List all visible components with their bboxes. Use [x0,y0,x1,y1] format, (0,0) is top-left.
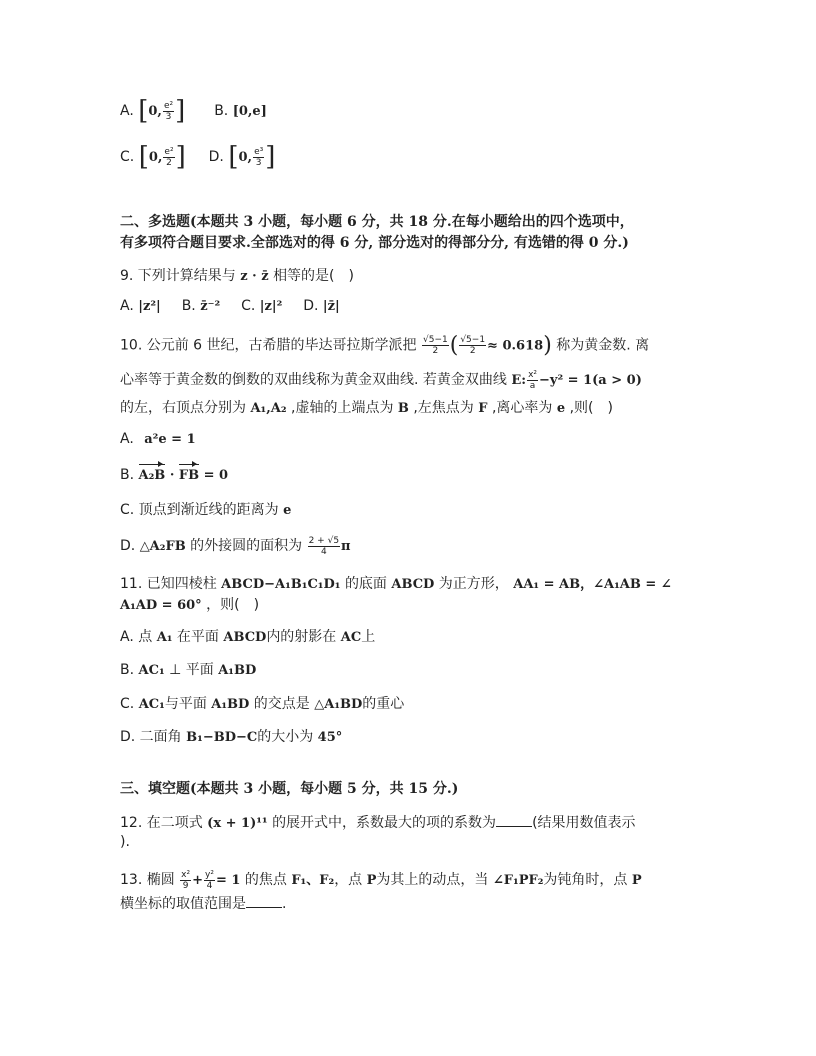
section-2-heading-line-2: 有多项符合题目要求.全部选对的得 6 分, 部分选对的得部分分, 有选错的得 0 分.) [120,235,629,251]
q8-option-a-fraction: $\frac{\text{e²}}{3}$ [163,100,174,122]
q10-option-b: B. A₂B · FB = 0 [120,467,229,483]
q10-golden-fraction-2: $\frac{√5-1}{2}$ [460,335,486,356]
q8-option-c-label: C. [120,149,135,165]
q8-option-a-label: A. [120,103,134,119]
q13-stem-line-1: 13. 椭圆 $\frac{\text{x²}}{9}$ + $\frac{\text{y²}}{4}$ = 1 的焦点 F₁、F₂，点 P为其上的动点，当 ∠F₁PF₂为钝角时，点 P [120,869,642,891]
q11-option-a: A. 点 A₁ 在平面 ABCD内的射影在 AC上 [120,629,376,645]
q10-stem-line-1: 10. 公元前 6 世纪，古希腊的毕达哥拉斯学派把 $\frac{√5-1}{2}$ ( $\frac{√5-1}{2}$ ≈ 0.618) 称为黄金数. 离 [120,333,650,358]
q10-hyperbola-fraction: $\frac{\text{x²}}{a}$ [528,369,538,391]
q10-vector-fb: FB [178,468,200,483]
q9-options [120,298,340,314]
q13-ellipse-fraction-x: $\frac{\text{x²}}{9}$ [181,869,191,891]
q11-stem-line-1: 11. 已知四棱柱 ABCD−A₁B₁C₁D₁ 的底面 ABCD 为正方形， AA₁ = AB，∠A₁AB = ∠ [120,576,672,592]
q8-option-d-math: 0, [238,150,253,165]
q12-stem-line-2: ). [120,834,130,850]
q10-stem-line-3: 的左，右顶点分别为 A₁,A₂ ,虚轴的上端点为 B ,左焦点为 F ,离心率为 e ,则( ) [120,400,613,416]
q10-option-d: D. △A₂FB 的外接圆的面积为 $\frac{2 + √5}{4}$ π [120,535,351,557]
q8-option-a-math: 0, [148,104,162,119]
q13-ellipse-fraction-y: $\frac{\text{y²}}{4}$ [205,869,214,891]
section-3-heading: 三、填空题(本题共 3 小题，每小题 5 分，共 15 分.) [120,781,459,797]
q9-option-d-math: |z̄| [322,299,340,314]
q9-option-d-label: D. [303,298,319,314]
q8-option-row-2: C. [0, $\frac{\text{e²}}{2}$ ] D. [0, $\frac{\text{e³}}{3}$ ] [120,142,276,172]
q9-option-a-label: A. [120,298,134,314]
q10-option-c: C. 顶点到渐近线的距离为 e [120,502,292,518]
section-2-heading-line-1: 二、多选题(本题共 3 小题，每小题 6 分，共 18 分.在每小题给出的四个选项中， [120,214,634,230]
q9-option-c-label: C. [241,298,256,314]
q10-golden-fraction-1: $\frac{√5-1}{2}$ [422,335,448,356]
q13-stem-line-2: 横坐标的取值范围是 . [120,896,287,912]
q13-answer-blank[interactable] [246,895,282,908]
q8-option-c-math: 0, [148,150,163,165]
q11-option-b: B. AC₁ ⊥ 平面 A₁BD [120,662,257,678]
q10-stem-line-2: 心率等于黄金数的倒数的双曲线称为黄金双曲线. 若黄金双曲线 E: $\frac{\text{x²}}{a}$ −y² = 1(a > 0) [120,369,642,391]
q10-hyperbola-equation: −y² = 1(a > 0) [539,373,642,388]
q9-option-a-math: |z²| [138,299,161,314]
q10-area-fraction: $\frac{2 + √5}{4}$ [308,535,340,557]
q8-option-d-fraction: $\frac{\text{e³}}{3}$ [254,146,264,168]
q10-vector-a2b: A₂B [138,468,166,483]
q9-option-c-math: |z|² [259,299,283,314]
q9-option-b-math: z̄⁻² [200,299,221,314]
q8-option-row-1: A. [0, $\frac{\text{e²}}{3}$ ] B. [0,e] [120,96,267,126]
q11-option-d: D. 二面角 B₁−BD−C的大小为 45° [120,729,343,745]
q12-stem-line-1: 12. 在二项式 (x + 1)¹¹ 的展开式中，系数最大的项的系数为 (结果用数值表示 [120,815,636,831]
q11-option-c: C. AC₁与平面 A₁BD 的交点是 △A₁BD的重心 [120,696,405,712]
q8-option-d-label: D. [208,149,224,165]
q9-stem-math: z · z̄ [240,269,269,284]
q8-option-c-fraction: $\frac{\text{e²}}{2}$ [164,146,174,168]
q10-approx-value: ≈ 0.618 [487,338,544,354]
q8-option-b-label: B. [214,103,229,119]
q8-option-b-math: [0,e] [232,104,267,119]
q9-option-b-label: B. [181,298,196,314]
q12-answer-blank[interactable] [496,814,532,827]
q11-stem-line-2: A₁AD = 60° ，则( ) [120,597,260,613]
q9-stem: 9. 下列计算结果与 z · z̄ 相等的是( ) [120,268,354,284]
q10-option-a: A. a²e = 1 [120,431,196,447]
